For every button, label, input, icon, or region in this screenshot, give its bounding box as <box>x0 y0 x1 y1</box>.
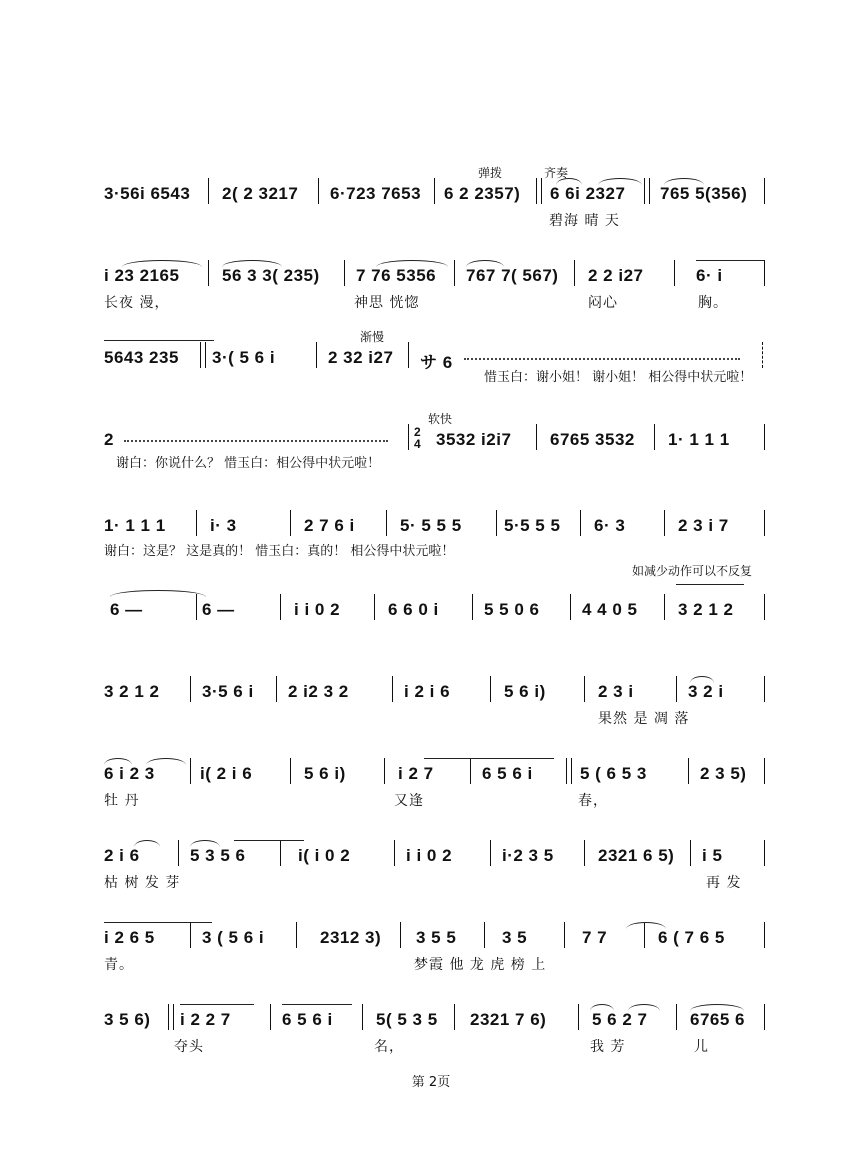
jianman-mark: 渐慢 <box>360 330 385 344</box>
repeat-note: 如减少动作可以不反复 <box>632 564 753 578</box>
measure: i· 3 <box>210 516 237 535</box>
measure: 6 5 6 i <box>282 1010 333 1029</box>
time-signature-bottom: 4 <box>414 437 422 451</box>
measure: 5 ( 6 5 3 <box>580 764 647 783</box>
measure: 2312 3) <box>320 928 382 947</box>
measure: 2( 2 3217 <box>222 184 299 203</box>
measure: 6 i 2 3 <box>104 764 155 783</box>
measure: 5· 5 5 5 <box>400 516 462 535</box>
lyric: 谢白：这是？ 这是真的！ 惜玉白：真的！ 相公得中状元啦！ <box>104 544 455 559</box>
measure: i i 0 2 <box>294 600 341 619</box>
measure: 6· 3 <box>594 516 626 535</box>
measure: i 2 2 7 <box>180 1010 231 1029</box>
measure: 6· i <box>696 266 723 285</box>
measure: i 2 6 5 <box>104 928 155 947</box>
page-number: 第 2页 <box>411 1075 451 1090</box>
lyric: 春， <box>578 793 608 809</box>
lyric: 我 芳 <box>590 1039 626 1055</box>
measure: 4 4 0 5 <box>582 600 638 619</box>
measure: 3 2 1 2 <box>678 600 734 619</box>
measure: 6 — <box>110 600 143 619</box>
measure: 56 3 3( 235) <box>222 266 320 285</box>
lyric: 再 发 <box>706 875 742 891</box>
measure: 5( 5 3 5 <box>376 1010 438 1029</box>
measure: 1· 1 1 1 <box>668 430 730 449</box>
measure: 6·723 7653 <box>330 184 422 203</box>
ruankuai-mark: 软快 <box>428 412 453 426</box>
measure: 5 6 2 7 <box>592 1010 648 1029</box>
measure: 7 76 5356 <box>356 266 437 285</box>
measure: 3 2 1 2 <box>104 682 160 701</box>
measure: i 2 7 <box>398 764 434 783</box>
measure: 2 7 6 i <box>304 516 355 535</box>
measure: 5·5 5 5 <box>504 516 561 535</box>
measure: 1· 1 1 1 <box>104 516 166 535</box>
measure: 3 2 i <box>688 682 724 701</box>
measure: i( 2 i 6 <box>200 764 253 783</box>
lyric: 谢白：你说什么？ 惜玉白：相公得中状元啦！ <box>116 456 381 471</box>
time-signature-top: 2 <box>414 425 422 439</box>
measure: 5643 235 <box>104 348 179 367</box>
lyric: 夺头 <box>174 1039 204 1055</box>
measure: 3·( 5 6 i <box>212 348 276 367</box>
measure: 2 32 i27 <box>328 348 394 367</box>
lyric: 胸。 <box>698 295 728 311</box>
measure: 2 3 i 7 <box>678 516 729 535</box>
lyric: 果然 是 凋 落 <box>598 711 690 727</box>
measure: i·2 3 5 <box>502 846 554 865</box>
lyric: 枯 树 发 芽 <box>104 875 181 891</box>
lyric: 神思 恍惚 <box>354 295 420 311</box>
measure: 2321 7 6) <box>470 1010 547 1029</box>
measure: 6765 3532 <box>550 430 635 449</box>
qizou-mark: 齐奏 <box>544 166 569 180</box>
measure: 5 3 5 6 <box>190 846 246 865</box>
measure: 3 5 6) <box>104 1010 151 1029</box>
measure: 3·56i 6543 <box>104 184 191 203</box>
measure: 5 5 0 6 <box>484 600 540 619</box>
measure: 6 6i 2327 <box>550 184 626 203</box>
measure: 3·5 6 i <box>202 682 254 701</box>
measure: 2 3 i <box>598 682 634 701</box>
lyric: 又逢 <box>394 793 424 809</box>
measure: 5 6 i) <box>504 682 546 701</box>
measure: 6 — <box>202 600 235 619</box>
measure: i 5 <box>702 846 723 865</box>
measure: 2 2 i27 <box>588 266 644 285</box>
measure: 2 3 5) <box>700 764 747 783</box>
measure: 2321 6 5) <box>598 846 675 865</box>
measure: 765 5(356) <box>660 184 748 203</box>
measure: 3 5 <box>502 928 528 947</box>
measure: 6765 6 <box>690 1010 745 1029</box>
lyric: 牡 丹 <box>104 793 140 809</box>
measure: 2 <box>104 430 114 449</box>
lyric: 儿 <box>694 1039 709 1055</box>
measure: サ 6 <box>420 353 453 372</box>
measure: 7 7 <box>582 928 608 947</box>
measure: i i 0 2 <box>406 846 453 865</box>
lyric: 名， <box>374 1039 404 1055</box>
measure: 6 6 0 i <box>388 600 439 619</box>
measure: 3532 i2i7 <box>436 430 512 449</box>
lyric: 青。 <box>104 957 134 973</box>
measure: 2 i2 3 2 <box>288 682 349 701</box>
measure: 767 7( 567) <box>466 266 559 285</box>
lyric: 惜玉白：谢小姐！ 谢小姐！ 相公得中状元啦！ <box>484 370 753 385</box>
measure: i 2 i 6 <box>404 682 451 701</box>
measure: 3 5 5 <box>416 928 457 947</box>
lyric: 梦霞 他 龙 虎 榜 上 <box>414 957 547 973</box>
measure: 2 i 6 <box>104 846 140 865</box>
measure: 6 5 6 i <box>482 764 533 783</box>
measure: i 23 2165 <box>104 266 180 285</box>
lyric: 碧海 晴 天 <box>549 213 620 229</box>
measure: 3 ( 5 6 i <box>202 928 265 947</box>
measure: 6 2 2357) <box>444 184 521 203</box>
lyric: 长夜 漫， <box>104 295 170 311</box>
lyric: 闷心 <box>588 295 618 311</box>
measure: i( i 0 2 <box>298 846 351 865</box>
tanbo-mark: 弹拨 <box>478 166 503 180</box>
measure: 6 ( 7 6 5 <box>658 928 725 947</box>
measure: 5 6 i) <box>304 764 346 783</box>
